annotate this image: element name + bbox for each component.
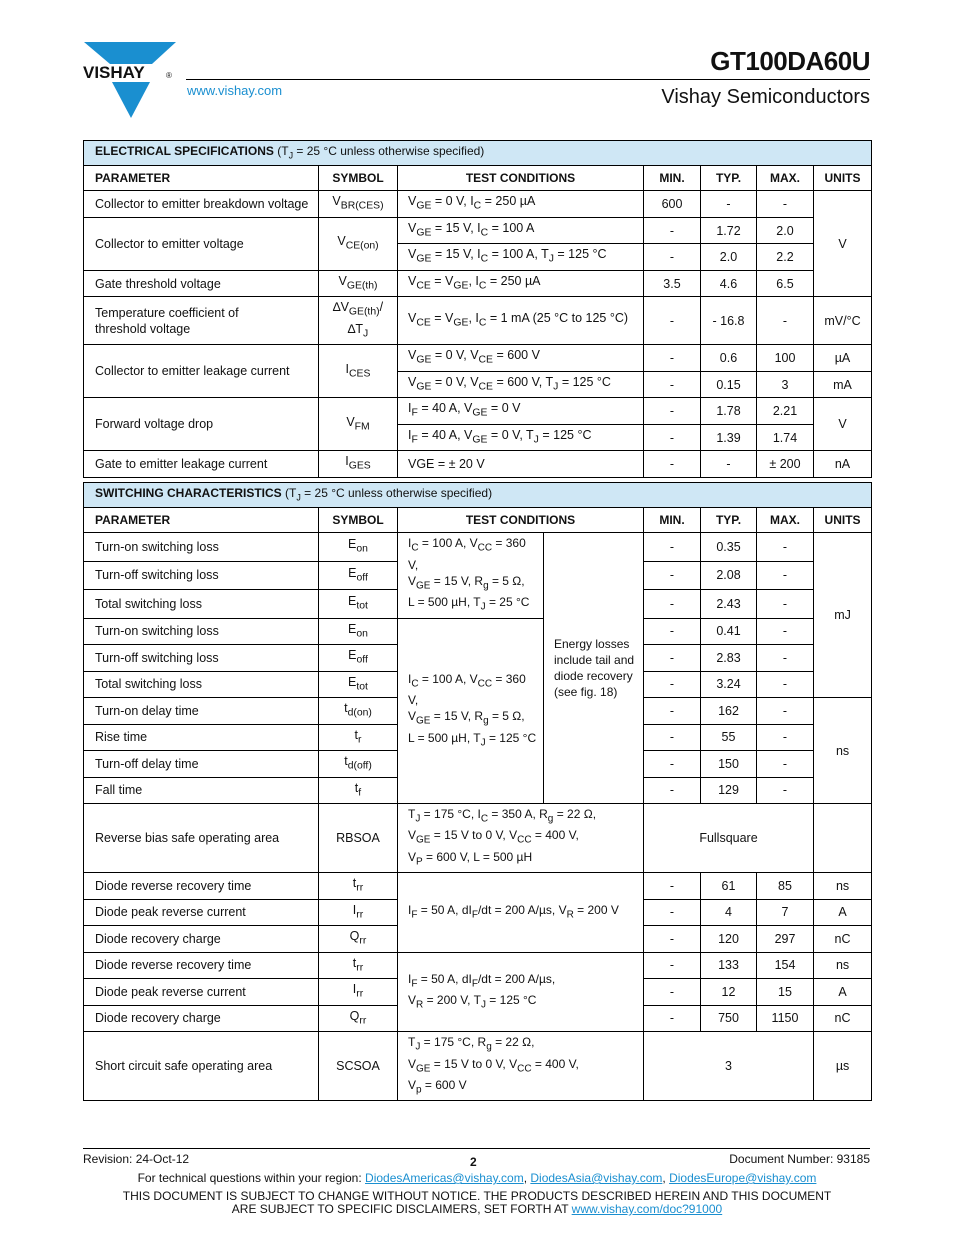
- table-row: [84, 533, 872, 561]
- max-cell: 2.0: [757, 217, 814, 244]
- param-cell: Turn-off switching loss: [84, 561, 319, 589]
- condition-cell: $I_F = 40$ A, $V_{GE} = 0$ V, $T_J = 125$ °C: [398, 424, 644, 451]
- units-cell: ns: [814, 698, 872, 804]
- table-row: [84, 451, 872, 478]
- contact-line: For technical questions within your region: DiodesAmericas@vishay.com, DiodesAsia@vishay.com, DiodesEurope@vishay.com: [137, 1171, 817, 1185]
- revision-date: Revision: 24-Oct-12: [83, 1152, 190, 1166]
- col-header: TEST CONDITIONS: [398, 508, 644, 533]
- svg-text:VISHAY: VISHAY: [83, 63, 145, 82]
- condition-cell: $I_F = 50$ A, $dI_F/dt = 200$ A/µs, $V_R = 200$ V: [398, 873, 644, 953]
- max-cell: 7: [757, 899, 814, 926]
- col-header: UNITS: [814, 508, 872, 533]
- min-cell: -: [644, 979, 701, 1006]
- contact-prefix: For technical questions within your region:: [137, 1171, 366, 1185]
- units-cell: µs: [814, 1032, 872, 1101]
- symbol-cell: $E_{tot}$: [319, 671, 398, 698]
- symbol-cell: $V_{GE(th)}$: [319, 270, 398, 297]
- condition-cell: $V_{GE} = 15$ V, $I_C = 100$ A, $T_J = 125$ °C: [398, 244, 644, 271]
- col-header: PARAMETER: [84, 508, 319, 533]
- symbol-cell: $E_{off}$: [319, 561, 398, 589]
- max-cell: 297: [757, 926, 814, 953]
- units-cell: mJ: [814, 533, 872, 698]
- footer-rule: [83, 1148, 870, 1149]
- param-cell: Collector to emitter voltage: [84, 217, 319, 270]
- col-header: PARAMETER: [84, 166, 319, 191]
- max-cell: 3: [757, 371, 814, 398]
- rbsoa-value: Fullsquare: [644, 804, 814, 873]
- max-cell: -: [757, 590, 814, 618]
- typ-cell: -: [701, 191, 757, 218]
- disclaimer-prefix: ARE SUBJECT TO SPECIFIC DISCLAIMERS, SET FORTH AT: [231, 1202, 572, 1216]
- symbol-cell: $E_{off}$: [319, 645, 398, 672]
- symbol-cell: $V_{CE(on)}$: [319, 217, 398, 270]
- min-cell: -: [644, 952, 701, 979]
- units-cell: V: [814, 191, 872, 297]
- max-cell: -: [757, 724, 814, 751]
- units-cell: A: [814, 979, 872, 1006]
- symbol-cell: $I_{GES}$: [319, 451, 398, 478]
- max-cell: -: [757, 618, 814, 645]
- max-cell: ± 200: [757, 451, 814, 478]
- table-row: [84, 804, 872, 873]
- condition-cell: $I_C = 100$ A, $V_{CC} = 360$ V, $V_{GE} = 15$ V, $R_g = 5$ Ω, L = 500 µH, $T_J = 25$ °C: [398, 533, 544, 618]
- symbol-cell: $E_{on}$: [319, 618, 398, 645]
- table-row: [84, 873, 872, 900]
- max-cell: 15: [757, 979, 814, 1006]
- col-header: UNITS: [814, 166, 872, 191]
- typ-cell: 1.72: [701, 217, 757, 244]
- min-cell: -: [644, 561, 701, 589]
- max-cell: 100: [757, 345, 814, 372]
- param-cell: Turn-on switching loss: [84, 533, 319, 561]
- typ-cell: 4: [701, 899, 757, 926]
- param-cell: Turn-on switching loss: [84, 618, 319, 645]
- electrical-specifications-table: [83, 140, 872, 478]
- min-cell: -: [644, 590, 701, 618]
- typ-cell: 61: [701, 873, 757, 900]
- min-cell: -: [644, 671, 701, 698]
- max-cell: -: [757, 751, 814, 778]
- min-cell: -: [644, 398, 701, 425]
- param-cell: Diode peak reverse current: [84, 899, 319, 926]
- symbol-cell: $V_{FM}$: [319, 398, 398, 451]
- param-cell: Rise time: [84, 724, 319, 751]
- col-header: SYMBOL: [319, 166, 398, 191]
- param-cell: Short circuit safe operating area: [84, 1032, 319, 1101]
- typ-cell: 133: [701, 952, 757, 979]
- units-cell: nC: [814, 926, 872, 953]
- typ-cell: 12: [701, 979, 757, 1006]
- min-cell: -: [644, 244, 701, 271]
- email-americas-link[interactable]: DiodesAmericas@vishay.com: [365, 1171, 524, 1185]
- table-row: [84, 217, 872, 244]
- vishay-logo: [82, 42, 178, 120]
- units-cell: ns: [814, 873, 872, 900]
- param-cell: Fall time: [84, 777, 319, 804]
- col-header: TYP.: [701, 508, 757, 533]
- units-cell: mA: [814, 371, 872, 398]
- page-number: 2: [470, 1155, 477, 1169]
- param-cell: Gate to emitter leakage current: [84, 451, 319, 478]
- symbol-cell: $t_f$: [319, 777, 398, 804]
- typ-cell: 2.0: [701, 244, 757, 271]
- table-row: [84, 618, 872, 645]
- max-cell: -: [757, 645, 814, 672]
- min-cell: -: [644, 873, 701, 900]
- typ-cell: 3.24: [701, 671, 757, 698]
- min-cell: -: [644, 618, 701, 645]
- symbol-cell: $t_r$: [319, 724, 398, 751]
- disclaimer-line-1: THIS DOCUMENT IS SUBJECT TO CHANGE WITHOUT NOTICE. THE PRODUCTS DESCRIBED HEREIN AND THIS DOCUMENT: [122, 1189, 832, 1203]
- condition-cell: $I_F = 50$ A, $dI_F/dt = 200$ A/µs, $V_R = 200$ V, $T_J = 125$ °C: [398, 952, 644, 1032]
- typ-cell: 120: [701, 926, 757, 953]
- param-cell: Reverse bias safe operating area: [84, 804, 319, 873]
- typ-cell: 129: [701, 777, 757, 804]
- typ-cell: 1.39: [701, 424, 757, 451]
- max-cell: 1150: [757, 1005, 814, 1032]
- typ-cell: 0.6: [701, 345, 757, 372]
- symbol-cell: $V_{BR(CES)}$: [319, 191, 398, 218]
- max-cell: 6.5: [757, 270, 814, 297]
- symbol-cell: SCSOA: [319, 1032, 398, 1101]
- param-cell: Collector to emitter leakage current: [84, 345, 319, 398]
- typ-cell: 4.6: [701, 270, 757, 297]
- condition-cell: $V_{GE} = 0$ V, $V_{CE} = 600$ V: [398, 345, 644, 372]
- col-header: MIN.: [644, 166, 701, 191]
- max-cell: -: [757, 561, 814, 589]
- condition-cell: $T_J = 175$ °C, $I_C = 350$ A, $R_g = 22$ Ω, $V_{GE} = 15$ V to 0 V, $V_{CC} = 400$ V, $V_P = 600$ V, L = 500 µH: [398, 804, 644, 873]
- min-cell: -: [644, 751, 701, 778]
- param-cell: Diode peak reverse current: [84, 979, 319, 1006]
- table-row: [84, 297, 872, 345]
- table-row: [84, 270, 872, 297]
- condition-cell: $I_C = 100$ A, $V_{CC} = 360$ V, $V_{GE} = 15$ V, $R_g = 5$ Ω, L = 500 µH, $T_J = 125$ °C: [398, 618, 544, 804]
- units-cell: µA: [814, 345, 872, 372]
- min-cell: -: [644, 345, 701, 372]
- param-cell: Total switching loss: [84, 590, 319, 618]
- table-header-row: [84, 508, 872, 533]
- email-asia-link[interactable]: DiodesAsia@vishay.com: [530, 1171, 663, 1185]
- min-cell: -: [644, 698, 701, 725]
- symbol-cell: $I_{rr}$: [319, 979, 398, 1006]
- typ-cell: - 16.8: [701, 297, 757, 345]
- typ-cell: 2.43: [701, 590, 757, 618]
- param-cell: Turn-off delay time: [84, 751, 319, 778]
- condition-cell: $I_F = 40$ A, $V_{GE} = 0$ V: [398, 398, 644, 425]
- min-cell: -: [644, 217, 701, 244]
- condition-cell: $V_{CE} = V_{GE}$, $I_C = 250$ µA: [398, 270, 644, 297]
- table-row: [84, 345, 872, 372]
- units-cell: ns: [814, 952, 872, 979]
- min-cell: -: [644, 777, 701, 804]
- switching-caption: SWITCHING CHARACTERISTICS ($T_J = 25$ °C unless otherwise specified): [84, 483, 872, 508]
- disclaimer-line-2: [0, 1202, 954, 1216]
- typ-cell: 0.41: [701, 618, 757, 645]
- symbol-cell: $\Delta V_{GE(th)}/\Delta T_J$: [319, 297, 398, 345]
- disclaimer-link[interactable]: www.vishay.com/doc?91000: [571, 1202, 723, 1216]
- max-cell: -: [757, 533, 814, 561]
- header-rule: [186, 79, 870, 80]
- param-cell: Diode reverse recovery time: [84, 952, 319, 979]
- param-cell: Turn-on delay time: [84, 698, 319, 725]
- typ-cell: 2.08: [701, 561, 757, 589]
- min-cell: -: [644, 371, 701, 398]
- typ-cell: 750: [701, 1005, 757, 1032]
- switching-characteristics-table: [83, 482, 872, 1101]
- typ-cell: -: [701, 451, 757, 478]
- website-link[interactable]: www.vishay.com: [187, 83, 283, 98]
- max-cell: -: [757, 777, 814, 804]
- typ-cell: 0.35: [701, 533, 757, 561]
- units-cell: A: [814, 899, 872, 926]
- symbol-cell: $E_{on}$: [319, 533, 398, 561]
- symbol-cell: $t_{d(off)}$: [319, 751, 398, 778]
- typ-cell: 150: [701, 751, 757, 778]
- param-cell: Diode reverse recovery time: [84, 873, 319, 900]
- table-row: [84, 398, 872, 425]
- col-header: MIN.: [644, 508, 701, 533]
- max-cell: 85: [757, 873, 814, 900]
- param-cell: Gate threshold voltage: [84, 270, 319, 297]
- param-cell: Collector to emitter breakdown voltage: [84, 191, 319, 218]
- param-cell: Forward voltage drop: [84, 398, 319, 451]
- symbol-cell: $Q_{rr}$: [319, 926, 398, 953]
- symbol-cell: RBSOA: [319, 804, 398, 873]
- symbol-cell: $Q_{rr}$: [319, 1005, 398, 1032]
- condition-cell: VGE = ± 20 V: [398, 451, 644, 478]
- col-header: TEST CONDITIONS: [398, 166, 644, 191]
- col-header: SYMBOL: [319, 508, 398, 533]
- typ-cell: 2.83: [701, 645, 757, 672]
- condition-cell: $T_J = 175$ °C, $R_g = 22$ Ω, $V_{GE} = 15$ V to 0 V, $V_{CC} = 400$ V, $V_p = 600$ V: [398, 1032, 644, 1101]
- symbol-cell: $I_{CES}$: [319, 345, 398, 398]
- max-cell: 2.21: [757, 398, 814, 425]
- min-cell: -: [644, 645, 701, 672]
- min-cell: 600: [644, 191, 701, 218]
- min-cell: 3.5: [644, 270, 701, 297]
- min-cell: -: [644, 926, 701, 953]
- param-cell: Temperature coefficient of threshold voltage: [84, 297, 319, 345]
- condition-cell: $V_{GE} = 0$ V, $I_C = 250$ µA: [398, 191, 644, 218]
- condition-cell: $V_{GE} = 15$ V, $I_C = 100$ A: [398, 217, 644, 244]
- units-cell: V: [814, 398, 872, 451]
- symbol-cell: $t_{rr}$: [319, 873, 398, 900]
- min-cell: -: [644, 724, 701, 751]
- email-europe-link[interactable]: DiodesEurope@vishay.com: [669, 1171, 817, 1185]
- condition-cell: $V_{GE} = 0$ V, $V_{CE} = 600$ V, $T_J = 125$ °C: [398, 371, 644, 398]
- table-row: [84, 1032, 872, 1101]
- min-cell: -: [644, 451, 701, 478]
- max-cell: -: [757, 191, 814, 218]
- units-cell: [814, 804, 872, 873]
- table-header-row: [84, 166, 872, 191]
- symbol-cell: $t_{rr}$: [319, 952, 398, 979]
- units-cell: nA: [814, 451, 872, 478]
- company-subtitle: Vishay Semiconductors: [661, 86, 870, 108]
- table-row: [84, 952, 872, 979]
- min-cell: -: [644, 899, 701, 926]
- symbol-cell: $I_{rr}$: [319, 899, 398, 926]
- condition-cell: $V_{CE} = V_{GE}$, $I_C = 1$ mA (25 °C to 125 °C): [398, 297, 644, 345]
- param-cell: Diode recovery charge: [84, 1005, 319, 1032]
- max-cell: 2.2: [757, 244, 814, 271]
- typ-cell: 55: [701, 724, 757, 751]
- typ-cell: 1.78: [701, 398, 757, 425]
- col-header: MAX.: [757, 166, 814, 191]
- param-cell: Total switching loss: [84, 671, 319, 698]
- param-cell: Diode recovery charge: [84, 926, 319, 953]
- symbol-cell: $E_{tot}$: [319, 590, 398, 618]
- max-cell: -: [757, 671, 814, 698]
- max-cell: -: [757, 297, 814, 345]
- min-cell: -: [644, 297, 701, 345]
- max-cell: -: [757, 698, 814, 725]
- svg-text:®: ®: [166, 71, 172, 80]
- scsoa-value: 3: [644, 1032, 814, 1101]
- units-cell: nC: [814, 1005, 872, 1032]
- max-cell: 154: [757, 952, 814, 979]
- param-cell: Turn-off switching loss: [84, 645, 319, 672]
- min-cell: -: [644, 533, 701, 561]
- max-cell: 1.74: [757, 424, 814, 451]
- col-header: MAX.: [757, 508, 814, 533]
- typ-cell: 0.15: [701, 371, 757, 398]
- energy-note-cell: Energy losses include tail and diode recovery (see fig. 18): [544, 533, 644, 804]
- symbol-cell: $t_{d(on)}$: [319, 698, 398, 725]
- document-number: Document Number: 93185: [729, 1152, 870, 1166]
- col-header: TYP.: [701, 166, 757, 191]
- min-cell: -: [644, 1005, 701, 1032]
- units-cell: mV/°C: [814, 297, 872, 345]
- part-number-title: GT100DA60U: [710, 46, 870, 76]
- min-cell: -: [644, 424, 701, 451]
- electrical-specs-caption: ELECTRICAL SPECIFICATIONS ($T_J = 25$ °C unless otherwise specified): [84, 141, 872, 166]
- table-row: [84, 191, 872, 218]
- typ-cell: 162: [701, 698, 757, 725]
